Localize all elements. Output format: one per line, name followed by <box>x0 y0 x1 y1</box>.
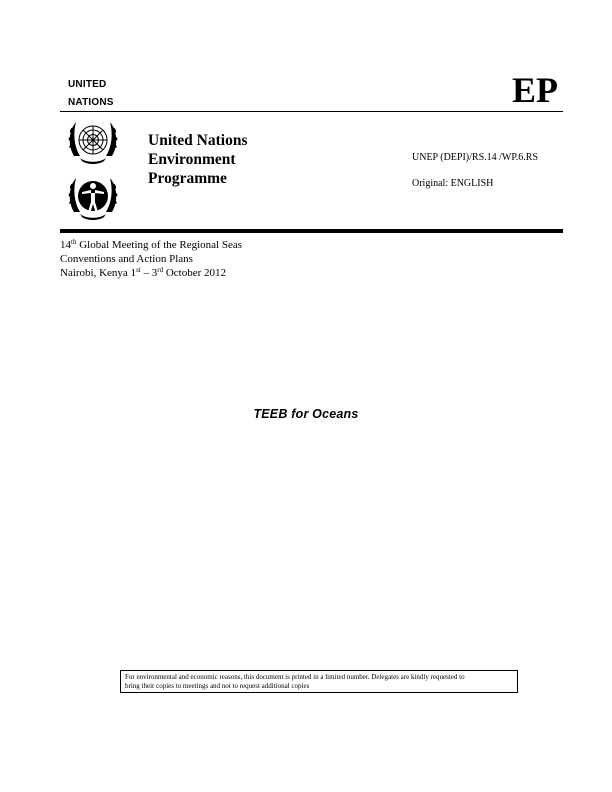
org-name-line-1: UNITED <box>68 79 107 90</box>
meeting-number-suffix: th <box>71 238 77 246</box>
meeting-title-line-2: Conventions and Action Plans <box>60 253 193 265</box>
un-emblem-icon <box>64 116 122 168</box>
meeting-venue-dates <box>60 267 226 280</box>
date-suffix-1: st <box>136 266 141 274</box>
programme-name-line-3: Programme <box>148 170 227 187</box>
printing-notice-line-2: bring their copies to meetings and not to request additional copies <box>125 682 310 690</box>
date-range-mid: – 3 <box>140 267 158 279</box>
printing-notice-line-1: For environmental and economic reasons, this document is printed in a limited number. Delegates are kindly requested to <box>125 673 465 681</box>
programme-name-line-1: United Nations <box>148 132 248 149</box>
meeting-title-rest: Global Meeting of the Regional Seas <box>76 239 243 251</box>
org-name-line-2: NATIONS <box>68 97 114 108</box>
date-range-end: October 2012 <box>163 267 227 279</box>
original-language: Original: ENGLISH <box>412 178 494 189</box>
date-suffix-2: rd <box>157 266 164 274</box>
programme-name-line-2: Environment <box>148 151 236 168</box>
header-rule <box>60 111 563 112</box>
meeting-title-line-1 <box>60 239 242 252</box>
venue-start: Nairobi, Kenya 1 <box>60 267 137 279</box>
document-symbol: UNEP (DEPI)/RS.14 /WP.6.RS <box>412 152 539 163</box>
meeting-number: 14 <box>60 239 71 251</box>
document-title: TEEB for Oceans <box>253 407 359 421</box>
unep-emblem-icon <box>64 172 122 224</box>
printing-notice-box <box>120 670 518 693</box>
section-rule <box>60 229 563 233</box>
distribution-mark: EP <box>512 70 559 110</box>
